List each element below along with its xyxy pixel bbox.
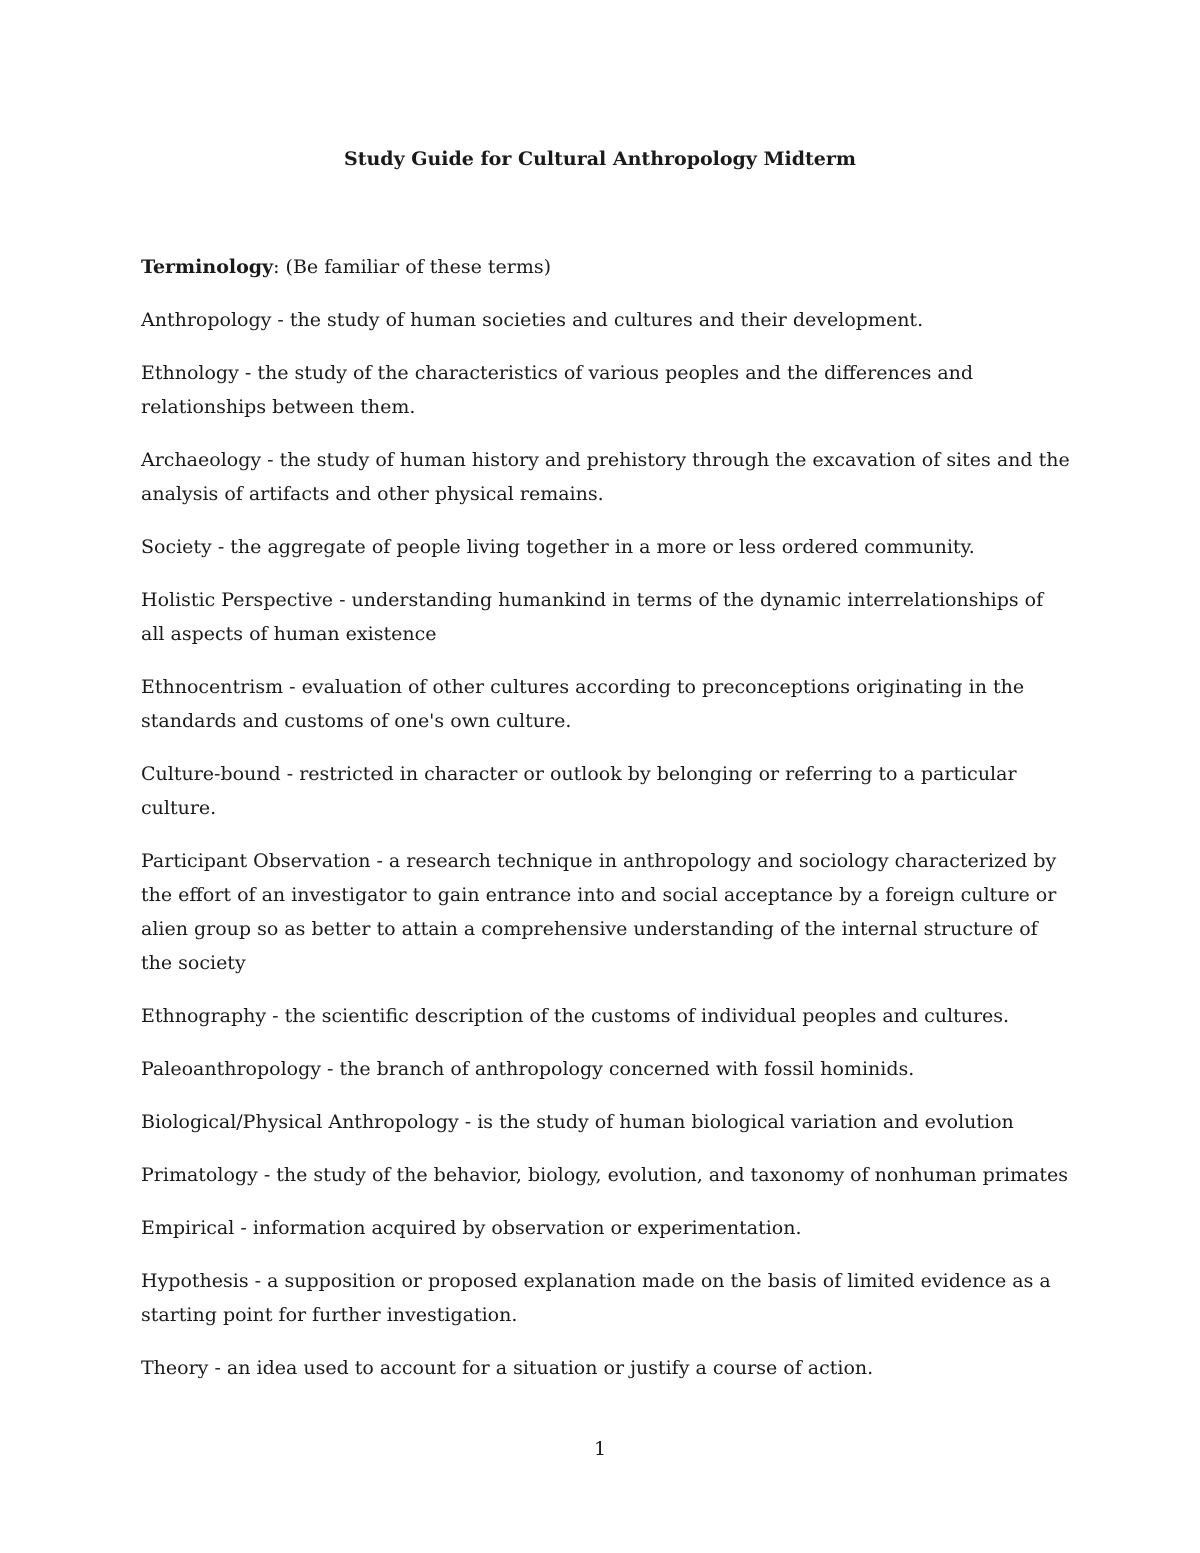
term-anthropology: Anthropology - the study of human societies and cultures and their development. xyxy=(141,309,924,331)
term-ethnography: Ethnography - the scientific description of the customs of individual peoples and cultures. xyxy=(141,1005,1010,1027)
term-list xyxy=(141,303,1071,1385)
document-body xyxy=(141,250,1071,1404)
term-hypothesis: Hypothesis - a supposition or proposed explanation made on the basis of limited evidence as a starting point for further investigation. xyxy=(141,1270,1051,1326)
page-number: 1 xyxy=(593,1438,607,1460)
section-heading-note: (Be familiar of these terms) xyxy=(285,256,552,278)
section-heading-separator: : xyxy=(273,256,286,278)
term-ethnology: Ethnology - the study of the characteristics of various peoples and the differences and relationships between them. xyxy=(141,362,974,418)
section-heading xyxy=(141,250,1071,284)
term-culture-bound: Culture-bound - restricted in character or outlook by belonging or referring to a particular culture. xyxy=(141,763,1017,819)
term-theory: Theory - an idea used to account for a situation or justify a course of action. xyxy=(141,1357,874,1379)
term-participant-observation: Participant Observation - a research technique in anthropology and sociology characterized by the effort of an investigator to gain entrance into and social acceptance by a foreign culture or alien group so as better to attain a comprehensive understanding of the internal structure of the society xyxy=(141,850,1057,974)
term-archaeology: Archaeology - the study of human history and prehistory through the excavation of sites and the analysis of artifacts and other physical remains. xyxy=(141,449,1070,505)
term-primatology: Primatology - the study of the behavior, biology, evolution, and taxonomy of nonhuman primates xyxy=(141,1164,1068,1186)
term-biological-physical-anthropology: Biological/Physical Anthropology - is the study of human biological variation and evolution xyxy=(141,1111,1014,1133)
section-heading-label: Terminology xyxy=(141,256,274,278)
term-empirical: Empirical - information acquired by observation or experimentation. xyxy=(141,1217,802,1239)
term-holistic-perspective: Holistic Perspective - understanding humankind in terms of the dynamic interrelationships of all aspects of human existence xyxy=(141,589,1044,645)
term-society: Society - the aggregate of people living together in a more or less ordered community. xyxy=(141,536,975,558)
term-paleoanthropology: Paleoanthropology - the branch of anthropology concerned with fossil hominids. xyxy=(141,1058,915,1080)
document-title: Study Guide for Cultural Anthropology Midterm xyxy=(344,148,856,170)
term-ethnocentrism: Ethnocentrism - evaluation of other cultures according to preconceptions originating in the standards and customs of one's own culture. xyxy=(141,676,1025,732)
